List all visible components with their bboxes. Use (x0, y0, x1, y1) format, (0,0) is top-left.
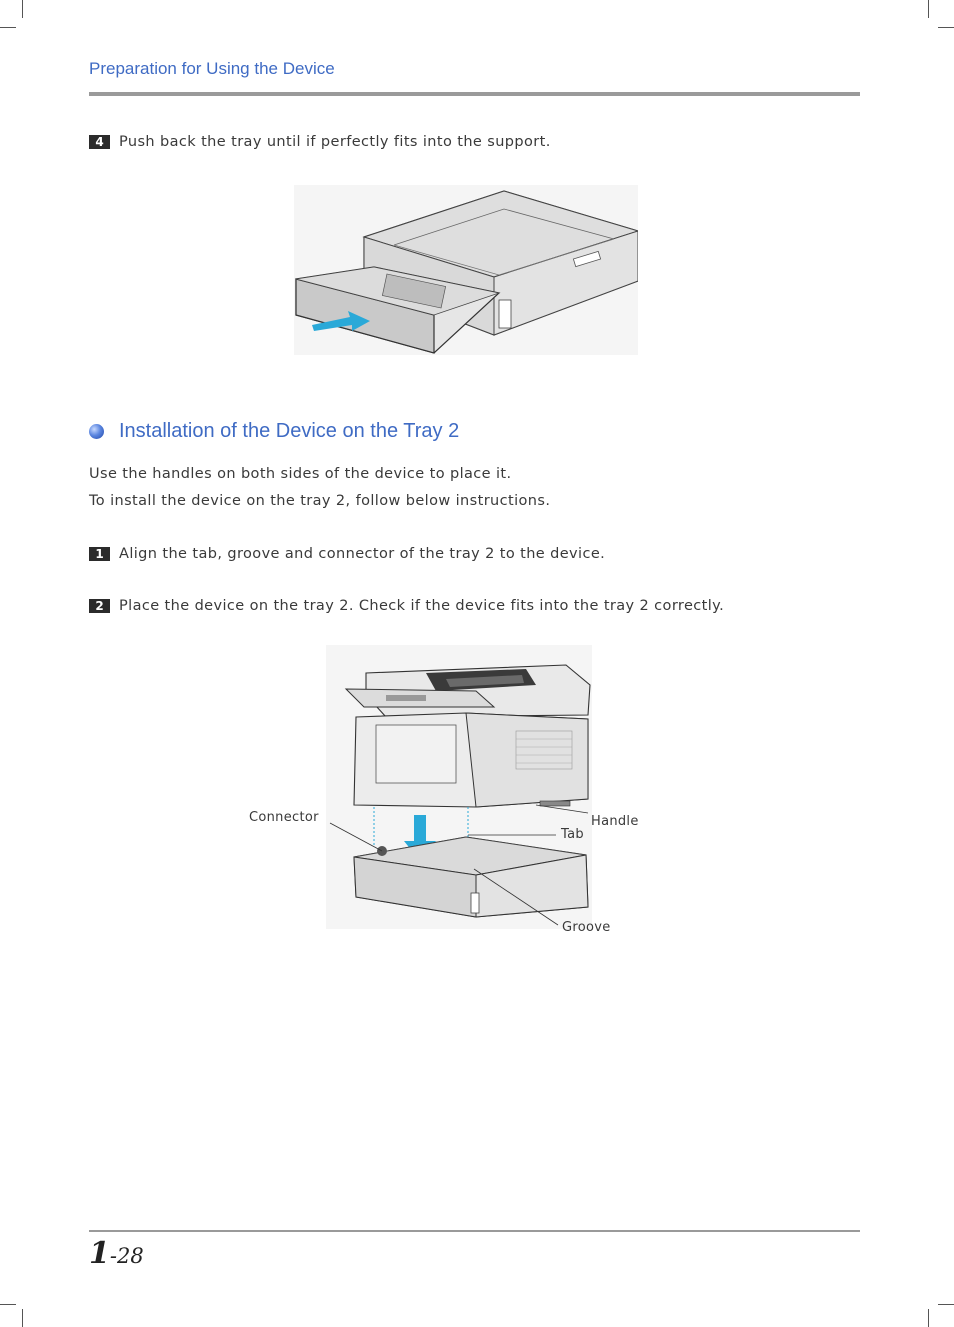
step-4 (89, 134, 551, 150)
footer-rule (89, 1230, 860, 1232)
section-heading (89, 420, 459, 443)
step-text: Align the tab, groove and connector of the tray 2 to the device. (119, 546, 606, 562)
step-number-badge: 1 (89, 547, 110, 561)
groove-label: Groove (562, 920, 611, 935)
handle-label: Handle (591, 814, 639, 829)
crop-mark (22, 1309, 23, 1327)
crop-mark (22, 0, 23, 18)
chapter-number: 1 (89, 1236, 110, 1271)
connector-label: Connector (249, 810, 319, 825)
crop-mark (0, 1304, 16, 1305)
crop-mark (928, 1309, 929, 1327)
tab-label: Tab (561, 827, 584, 842)
section-bullet-icon (89, 424, 104, 439)
crop-mark (938, 1304, 954, 1305)
step-number-badge: 2 (89, 599, 110, 613)
step-text: Push back the tray until if perfectly fits into the support. (119, 134, 551, 150)
crop-mark (0, 27, 16, 28)
page-number (89, 1236, 144, 1271)
intro-line-1: Use the handles on both sides of the device to place it. (89, 466, 512, 482)
page-header-title: Preparation for Using the Device (89, 59, 335, 78)
intro-line-2: To install the device on the tray 2, follow below instructions. (89, 493, 551, 509)
crop-mark (938, 27, 954, 28)
step-2 (89, 598, 724, 614)
header-rule (89, 92, 860, 96)
tray-push-illustration (294, 185, 638, 355)
step-text: Place the device on the tray 2. Check if the device fits into the tray 2 correctly. (119, 598, 725, 614)
step-1 (89, 546, 605, 562)
section-title: Installation of the Device on the Tray 2 (119, 420, 460, 442)
page-suffix: -28 (109, 1244, 144, 1268)
callout-leaders (326, 645, 592, 929)
crop-mark (928, 0, 929, 18)
step-number-badge: 4 (89, 135, 110, 149)
